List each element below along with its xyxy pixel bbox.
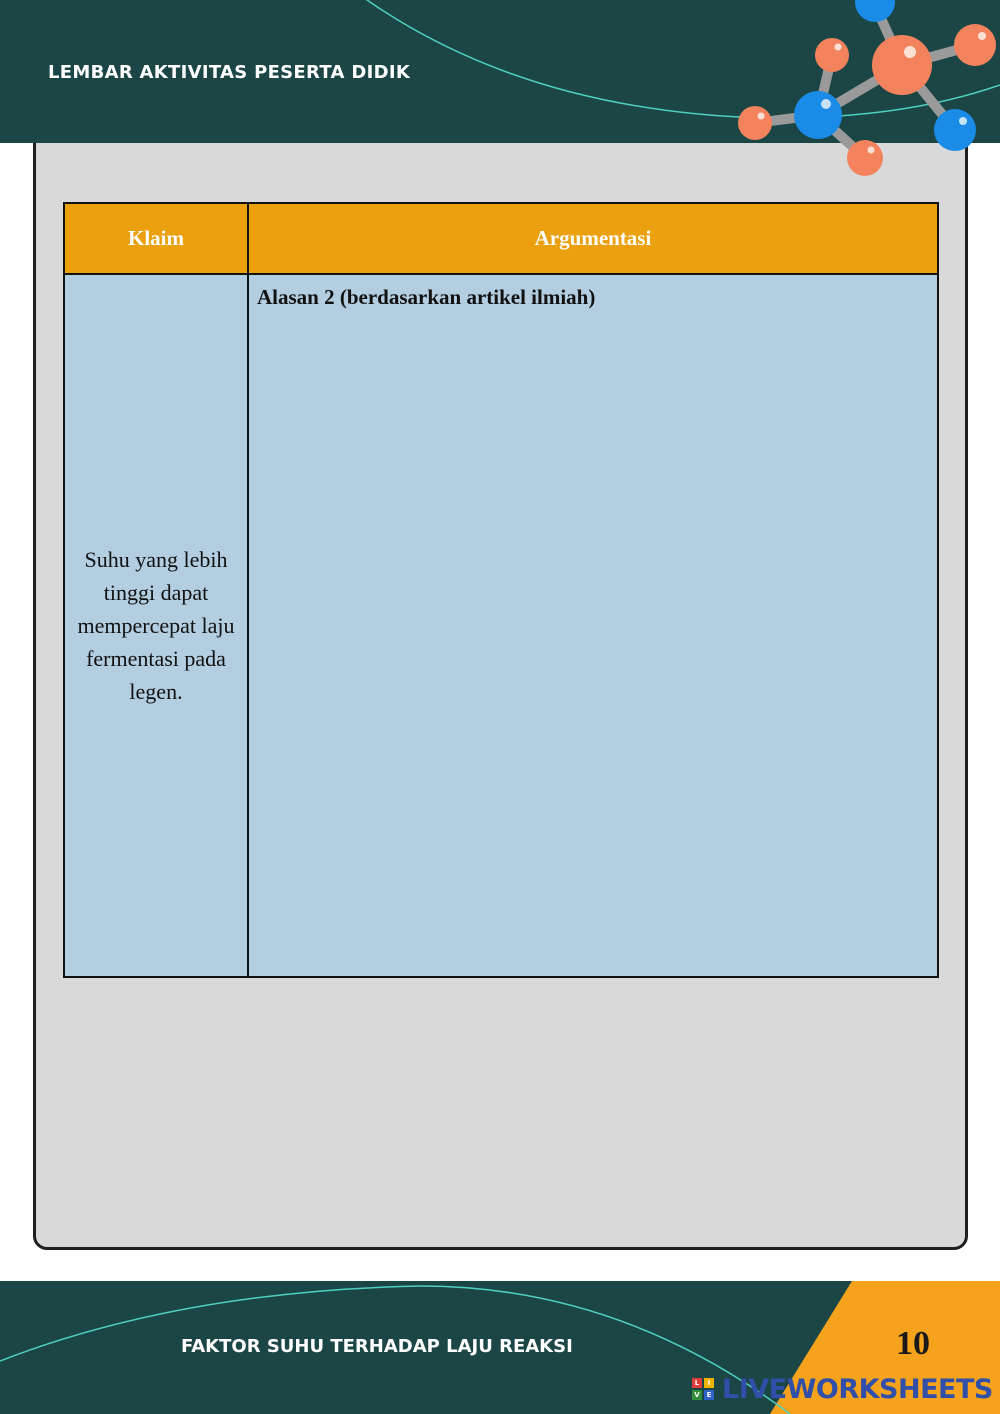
watermark [692,1373,993,1405]
page-number: 10 [896,1325,930,1362]
header-klaim: Klaim [64,203,248,274]
liveworksheets-logo-icon: L I V E [692,1378,714,1400]
header-title: LEMBAR AKTIVITAS PESERTA DIDIK [48,62,411,83]
argument-cell[interactable] [248,274,938,977]
claim-cell: Suhu yang lebih tinggi dapat mempercepat laju fermentasi pada legen. [64,274,248,977]
page-footer [0,1281,1000,1414]
footer-title: FAKTOR SUHU TERHADAP LAJU REAKSI [181,1336,573,1357]
watermark-text: LIVEWORKSHEETS [722,1373,993,1405]
claim-argument-table [63,202,939,978]
molecule-icon [730,0,1000,180]
header-argumentasi: Argumentasi [248,203,938,274]
argument-heading: Alasan 2 (berdasarkan artikel ilmiah) [257,285,596,309]
